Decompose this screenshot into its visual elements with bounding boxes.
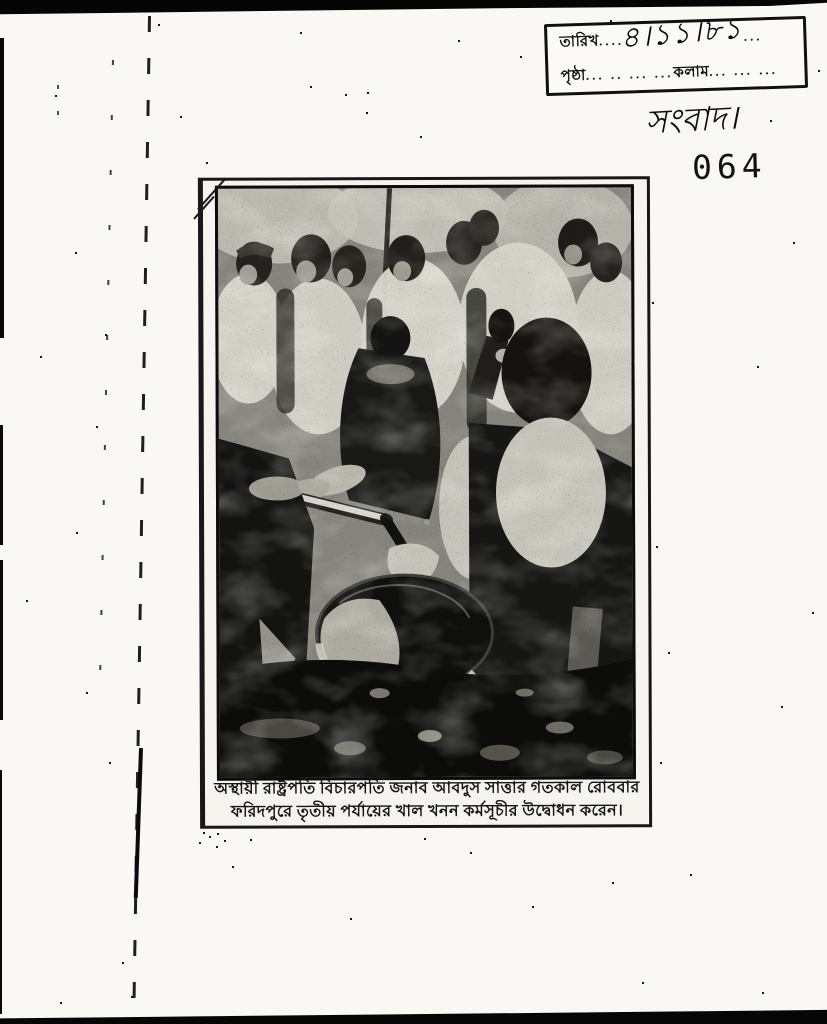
fold-line-secondary (98, 60, 114, 720)
date-label: তারিখ (559, 33, 600, 51)
caption-line-1: অস্থায়ী রাষ্ট্রপতি বিচারপতি জনাব আবদুস সাত্তার গতকাল রোববার (214, 779, 640, 798)
halftone-photo (218, 187, 633, 777)
column-label: কলাম (673, 63, 710, 82)
scan-bottom-edge-bar (0, 1008, 827, 1024)
date-trailer-dots: ... (743, 28, 763, 44)
scan-left-edge-strip (0, 560, 3, 720)
page-label: পৃষ্ঠা (560, 67, 587, 85)
news-clipping-frame (198, 176, 652, 829)
fold-line-tertiary (57, 85, 59, 131)
scan-left-edge-strip (0, 425, 3, 545)
serial-number-handwritten: 064 (691, 146, 768, 187)
scan-top-edge-bar (0, 0, 827, 15)
scan-left-edge-strip (0, 38, 4, 338)
date-value-handwritten: ৪।১১।৮১ (618, 10, 743, 55)
date-leader-dots: .... (598, 32, 625, 49)
scan-left-edge-strip (0, 770, 2, 1014)
caption-line-2: ফরিদপুরে তৃতীয় পর্যায়ের খাল খনন কর্মসূচীর উদ্বোধন করেন। (230, 802, 624, 821)
photo-caption (207, 776, 647, 825)
newspaper-name-handwritten: সংবাদ। (644, 97, 740, 142)
date-stamp-box (544, 10, 808, 96)
column-leader-dots: ... ... ... (708, 61, 779, 79)
page-leader-dots: ... .. ... ... (585, 65, 674, 83)
halftone-photo-frame (215, 184, 636, 780)
scan-noise-specks (0, 0, 2, 2)
